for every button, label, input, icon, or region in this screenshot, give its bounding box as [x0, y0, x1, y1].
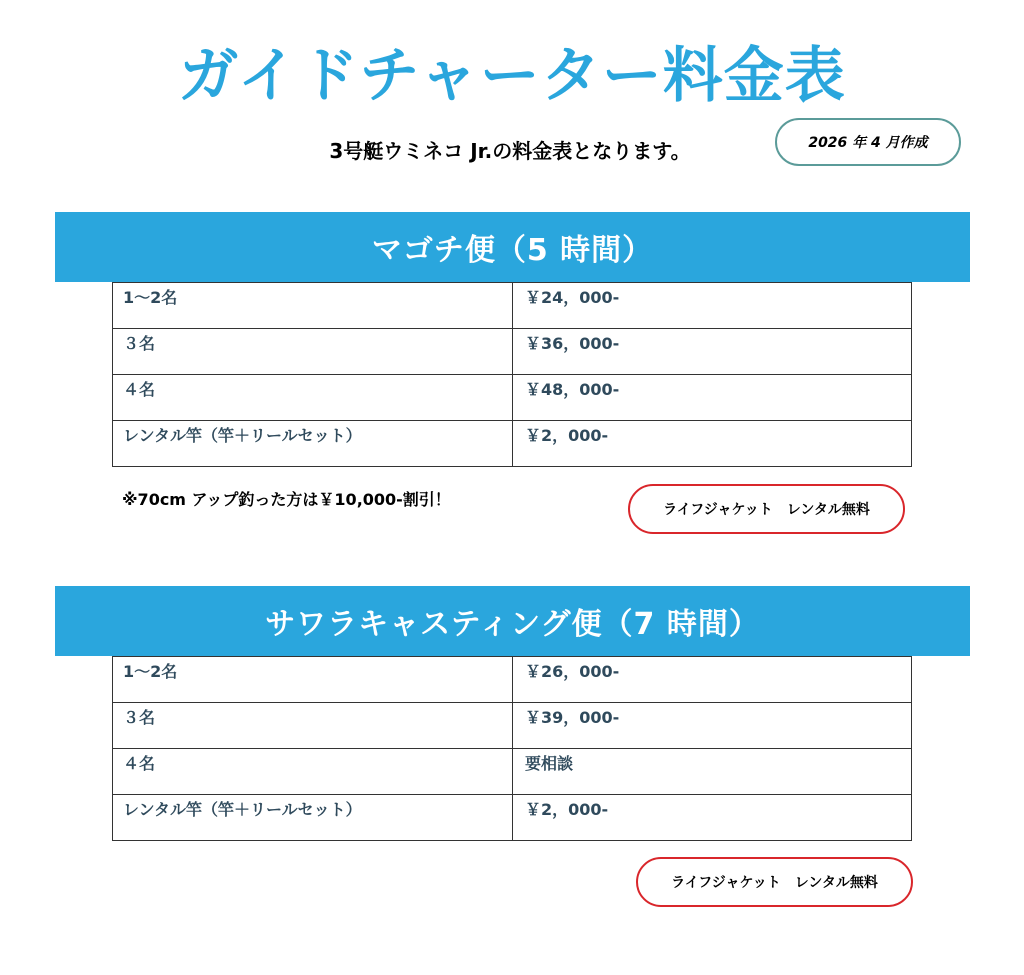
row-label: 1～2名 [113, 657, 513, 703]
row-label: ３名 [113, 703, 513, 749]
row-label: 1～2名 [113, 283, 513, 329]
table-row [113, 703, 912, 749]
row-price: ￥36，000- [513, 329, 912, 375]
table-row [113, 795, 912, 841]
lifejacket-badge: ライフジャケット レンタル無料 [636, 857, 913, 907]
table-row [113, 657, 912, 703]
table-row [113, 421, 912, 467]
row-label: レンタル竿（竿＋リールセット） [113, 795, 513, 841]
section-heading-sawara: サワラキャスティング便（7 時間） [55, 586, 970, 656]
price-table-magochi [112, 282, 912, 467]
table-row [113, 283, 912, 329]
row-price: ￥26，000- [513, 657, 912, 703]
row-price: ￥2，000- [513, 421, 912, 467]
date-badge: 2026 年 4 月作成 [775, 118, 961, 166]
lifejacket-badge: ライフジャケット レンタル無料 [628, 484, 905, 534]
page-title: ガイドチャーター料金表 [178, 41, 846, 111]
row-price: 要相談 [513, 749, 912, 795]
row-label: ４名 [113, 749, 513, 795]
row-price: ￥2，000- [513, 795, 912, 841]
price-table-sawara [112, 656, 912, 841]
row-label: レンタル竿（竿＋リールセット） [113, 421, 513, 467]
table-row [113, 749, 912, 795]
discount-note: ※70cm アップ釣った方は￥10,000-割引！ [122, 490, 451, 509]
row-label: ４名 [113, 375, 513, 421]
section-heading-magochi: マゴチ便（5 時間） [55, 212, 970, 282]
table-row [113, 375, 912, 421]
row-price: ￥24，000- [513, 283, 912, 329]
table-row [113, 329, 912, 375]
row-label: ３名 [113, 329, 513, 375]
row-price: ￥48，000- [513, 375, 912, 421]
row-price: ￥39，000- [513, 703, 912, 749]
page-subtitle: 3号艇ウミネコ Jr.の料金表となります。 [329, 139, 691, 163]
